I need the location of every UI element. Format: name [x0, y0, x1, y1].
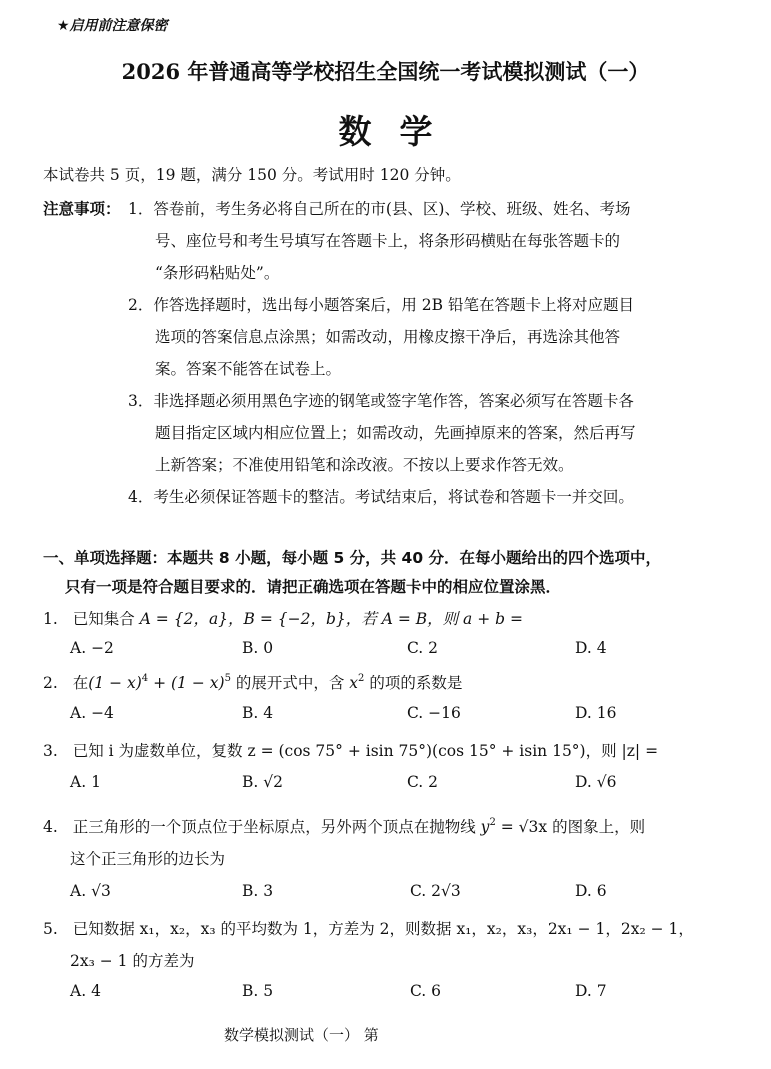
- option-a: A. −4: [70, 704, 114, 722]
- question-expr: A = {2，a}，B = {−2，b}，若 A = B，则 a + b =: [139, 610, 523, 628]
- question-stem: 2x₃ − 1 的方差为: [70, 952, 195, 970]
- question-stem: 这个正三角形的边长为: [70, 850, 226, 868]
- question-number: 4.: [43, 818, 58, 836]
- notice-line: “条形码粘贴处”。: [155, 264, 280, 282]
- option-d: D. 7: [575, 982, 607, 1000]
- notice-line: 上新答案；不准使用铅笔和涂改液。不按以上要求作答无效。: [155, 456, 574, 474]
- option-d: D. 4: [575, 639, 607, 657]
- question-stem: 已知数据 x₁，x₂，x₃ 的平均数为 1，方差为 2，则数据 x₁，x₂，x₃，2x₁ − 1，2x₂ − 1，: [72, 920, 694, 938]
- subject-title: 数学: [338, 112, 461, 151]
- exponent: 5: [224, 673, 231, 684]
- question-expr: = √3x: [495, 818, 548, 836]
- exponent: 4: [141, 673, 149, 684]
- question-5: [43, 917, 694, 939]
- question-stem: 的项的系数是: [364, 674, 463, 692]
- option-a: A. √3: [70, 882, 111, 900]
- footer-fade: [395, 1018, 485, 1054]
- option-c: C. 2: [407, 773, 439, 791]
- option-a: A. 1: [70, 773, 101, 791]
- option-b: B. 5: [242, 982, 274, 1000]
- question-stem: 已知 i 为虚数单位，复数: [72, 742, 248, 760]
- notice-line: 案。答案不能答在试卷上。: [155, 360, 342, 378]
- variable: y: [480, 818, 490, 836]
- option-c: C. 2√3: [410, 882, 461, 900]
- question-stem: 已知集合: [72, 610, 135, 628]
- variable: x: [349, 674, 359, 692]
- question-2: [43, 671, 462, 693]
- notice-line: 4．考生必须保证答题卡的整洁。考试结束后，将试卷和答题卡一并交回。: [128, 488, 634, 506]
- option-d: D. √6: [575, 773, 617, 791]
- question-3: [43, 739, 658, 761]
- notice-line: 号、座位号和考生号填写在答题卡上，将条形码横贴在每张答题卡的: [155, 232, 621, 250]
- question-number: 5.: [43, 920, 58, 938]
- exponent: 2: [358, 673, 365, 684]
- notice-line: 3．非选择题必须用黑色字迹的钢笔或签字笔作答，答案必须写在答题卡各: [128, 392, 634, 410]
- exam-intro: 本试卷共 5 页，19 题，满分 150 分。考试用时 120 分钟。: [43, 166, 461, 184]
- notice-line: 选项的答案信息点涂黑；如需改动，用橡皮擦干净后，再选涂其他答: [155, 328, 621, 346]
- option-a: A. −2: [70, 639, 114, 657]
- question-expr: + (1 − x): [148, 674, 225, 692]
- option-b: B. 4: [242, 704, 274, 722]
- notice-label: 注意事项：: [43, 200, 121, 218]
- page-footer: 数学模拟测试（一） 第: [224, 1026, 379, 1044]
- option-c: C. 6: [410, 982, 442, 1000]
- secret-label: ★启用前注意保密: [57, 18, 168, 34]
- option-a: A. 4: [70, 982, 101, 1000]
- question-stem: 的图象上，则: [547, 818, 646, 836]
- question-expr: z = (cos 75° + isin 75°)(cos 15° + isin 15°)，则 |z| =: [247, 742, 659, 760]
- exponent: 2: [489, 817, 496, 828]
- section-heading: 一、单项选择题：本题共 8 小题，每小题 5 分，共 40 分．在每小题给出的四个选项中，: [43, 549, 662, 567]
- question-number: 2.: [43, 674, 58, 692]
- question-number: 3.: [43, 742, 58, 760]
- section-heading: 只有一项是符合题目要求的．请把正确选项在答题卡中的相应位置涂黑．: [65, 578, 562, 596]
- question-expr: (1 − x): [88, 674, 142, 692]
- option-d: D. 6: [575, 882, 607, 900]
- option-b: B. 3: [242, 882, 274, 900]
- notice-line: 2．作答选择题时，选出每小题答案后，用 2B 铅笔在答题卡上将对应题目: [128, 296, 634, 314]
- notice-line: 1．答卷前，考生务必将自己所在的市(县、区)、学校、班级、姓名、考场: [128, 200, 631, 218]
- exam-title: 2026 年普通高等学校招生全国统一考试模拟测试（一）: [121, 59, 650, 84]
- question-number: 1.: [43, 610, 58, 628]
- question-stem: 的展开式中，含: [230, 674, 350, 692]
- notice-line: 题目指定区域内相应位置上；如需改动，先画掉原来的答案，然后再写: [155, 424, 636, 442]
- question-1: [43, 607, 523, 629]
- option-b: B. 0: [242, 639, 274, 657]
- option-c: C. 2: [407, 639, 439, 657]
- question-stem: 在: [72, 674, 89, 692]
- option-d: D. 16: [575, 704, 617, 722]
- option-c: C. −16: [407, 704, 461, 722]
- option-b: B. √2: [242, 773, 284, 791]
- question-4: [43, 815, 645, 837]
- question-stem: 正三角形的一个顶点位于坐标原点，另外两个顶点在抛物线: [72, 818, 481, 836]
